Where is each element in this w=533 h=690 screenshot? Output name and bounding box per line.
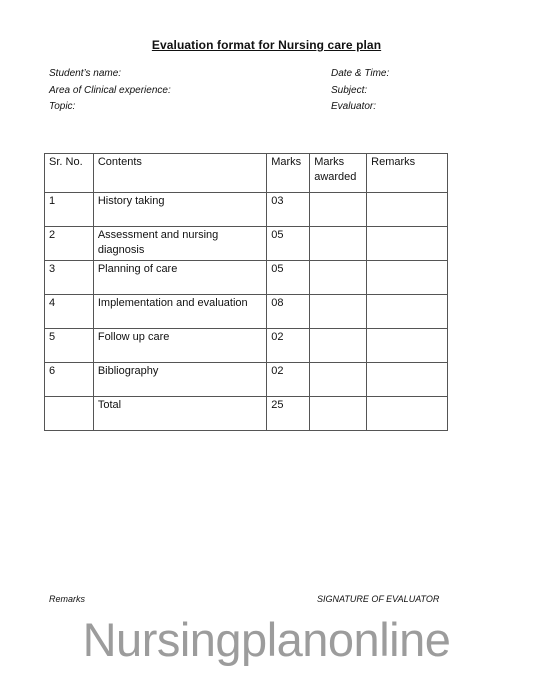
table-row — [45, 363, 448, 397]
cell-sr-no: 1 — [45, 193, 94, 227]
cell-contents: Assessment and nursing diagnosis — [93, 227, 266, 261]
cell-marks-awarded — [310, 227, 367, 261]
table-row — [45, 227, 448, 261]
topic-label: Topic: — [49, 101, 76, 112]
cell-contents: Follow up care — [93, 329, 266, 363]
table-total-row — [45, 397, 448, 431]
document-title: Evaluation format for Nursing care plan — [151, 38, 382, 52]
header-contents: Contents — [93, 154, 266, 193]
cell-sr-no: 3 — [45, 261, 94, 295]
cell-marks-awarded — [310, 363, 367, 397]
cell-marks: 08 — [267, 295, 310, 329]
cell-remarks — [367, 329, 448, 363]
cell-sr-no: 2 — [45, 227, 94, 261]
watermark-text: Nursingplanonline — [82, 613, 451, 666]
header-marks: Marks — [267, 154, 310, 193]
cell-sr-no: 4 — [45, 295, 94, 329]
cell-contents: History taking — [93, 193, 266, 227]
table-row — [45, 261, 448, 295]
student-name-label: Student’s name: — [49, 68, 122, 79]
evaluation-table — [44, 153, 448, 431]
cell-remarks — [367, 363, 448, 397]
table-row — [45, 295, 448, 329]
cell-remarks — [367, 227, 448, 261]
header-remarks: Remarks — [367, 154, 448, 193]
cell-marks-awarded — [310, 329, 367, 363]
table-header-row — [45, 154, 448, 193]
meta-left-block — [49, 66, 171, 116]
clinical-area-label: Area of Clinical experience: — [49, 84, 171, 96]
cell-sr-no: 5 — [45, 329, 94, 363]
cell-total-label: Total — [93, 397, 266, 431]
cell-contents: Planning of care — [93, 261, 266, 295]
table-row — [45, 193, 448, 227]
cell-contents: Implementation and evaluation — [93, 295, 266, 329]
cell-marks: 02 — [267, 329, 310, 363]
cell-remarks — [367, 261, 448, 295]
cell-marks-awarded — [310, 397, 367, 431]
cell-contents: Bibliography — [93, 363, 266, 397]
cell-remarks — [367, 397, 448, 431]
meta-right-block — [331, 66, 389, 116]
cell-marks-awarded — [310, 193, 367, 227]
header-sr-no: Sr. No. — [45, 154, 94, 193]
cell-total-marks: 25 — [267, 397, 310, 431]
subject-label: Subject: — [331, 84, 368, 96]
cell-marks: 05 — [267, 261, 310, 295]
cell-sr-no — [45, 397, 94, 431]
evaluator-label: Evaluator: — [331, 101, 377, 112]
table-row — [45, 329, 448, 363]
cell-marks: 03 — [267, 193, 310, 227]
cell-remarks — [367, 295, 448, 329]
cell-marks-awarded — [310, 295, 367, 329]
date-time-label: Date & Time: — [331, 68, 390, 79]
signature-label: SIGNATURE OF EVALUATOR — [317, 594, 440, 604]
cell-marks: 05 — [267, 227, 310, 261]
cell-marks: 02 — [267, 363, 310, 397]
remarks-label: Remarks — [49, 594, 86, 604]
cell-marks-awarded — [310, 261, 367, 295]
cell-sr-no: 6 — [45, 363, 94, 397]
header-marks-awarded: Marks awarded — [310, 154, 367, 193]
cell-remarks — [367, 193, 448, 227]
